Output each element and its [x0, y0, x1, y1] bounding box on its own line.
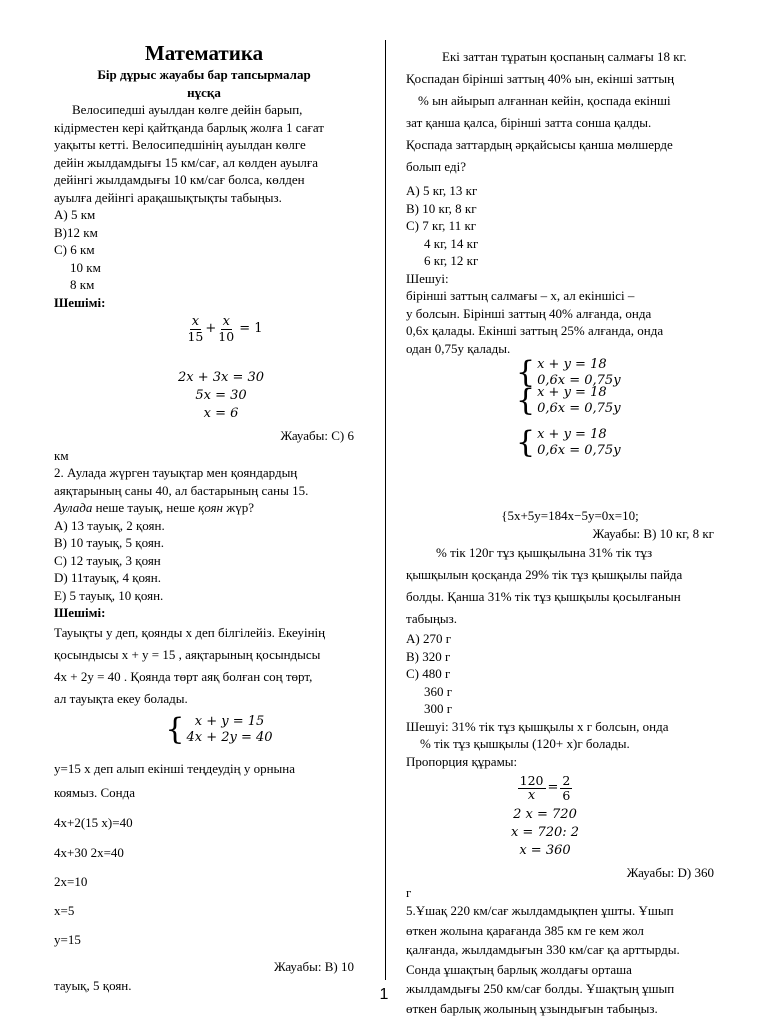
problem-1-text: [54, 101, 354, 206]
left-column: [54, 40, 354, 995]
solution-3-text: бірінші заттың салмағы – x, ал екіншісі – y болсын. Бірінші заттың 40% алғанда, онда 0,6x қалады. Екінші заттың 25% алғанда, онда одан 0,75y қалады.: [406, 288, 664, 356]
text-line: Аулада неше тауық, неше қоян жүр?: [54, 500, 255, 515]
fraction: $\frac{120}{x}$: [519, 772, 544, 803]
equation-proportion-4: $\frac{120}{x}$ = $\frac{2}{6}$: [519, 772, 571, 803]
option-c: C) 7 кг, 11 кг: [406, 218, 477, 233]
equation-steps-1: 2x + 3x = 30 5x = 30 x = 6: [177, 370, 265, 421]
solution-3-final: {5x+5y=184x−5y=0x=10;: [501, 508, 639, 523]
option-b: B) 320 г: [406, 648, 451, 664]
option-e: 8 км: [70, 277, 95, 292]
option-e: 6 кг, 12 кг: [424, 253, 479, 268]
answer-1-cont: км: [54, 447, 69, 463]
subtitle-line-1: Бір дұрыс жауабы бар тапсырмалар: [97, 67, 311, 82]
problem-5-text: 5.Ұшақ 220 км/сағ жылдамдықпен ұшты. Ұшып өткен жолына қарағанда 385 км ге кем жол қалғанда, жылдамдығын 330 км/сағ қа арттырды. Сонда ұшақтың барлық жолдағы орташа жылдамдығы 250 км/сағ болды. Ұшақтың ұшып өткен барлық жолының ұзындығын табыңыз.: [406, 903, 680, 1016]
text-line: уақыты кетті. Велосипедшінің ауылдан көлге: [54, 137, 306, 152]
answer-2: Жауабы: B) 10: [274, 958, 354, 974]
option-c: C) 12 тауық, 3 қоян: [54, 552, 161, 568]
text-line: аяқтарының саны 40, ал бастарының саны 15.: [54, 482, 309, 498]
option-b: B) 10 кг, 8 кг: [406, 200, 477, 216]
problem-3-options: [406, 182, 714, 270]
text-line: 2. Аулада жүрген тауықтар мен қояндардың: [54, 465, 298, 480]
problem-4-options: [406, 630, 714, 718]
text-line: дейін жылдамдығы 15 км/сағ, ал көлден ауылға: [54, 154, 319, 170]
option-a: A) 270 г: [406, 631, 452, 646]
option-c: C) 480 г: [406, 666, 451, 681]
brace-symbol: {: [516, 383, 536, 418]
answer-2-cont: тауық, 5 қоян.: [54, 978, 132, 993]
problem-4-text: % тік 120г тұз қышқылына 31% тік тұз қышқылын қосқанда 29% тік тұз қышқылы пайда болды. Қанша 31% тік тұз қышқылы қосылғанын табыңыз.: [406, 545, 683, 626]
text-line: ауылға дейінгі арақашықтықты табыңыз.: [54, 189, 282, 205]
answer-1: Жауабы: C) 6: [280, 428, 354, 443]
subtitle-line-2: нұсқа: [187, 84, 221, 100]
option-b: B)12 км: [54, 224, 98, 240]
answer-4-cont: г: [406, 884, 412, 900]
equation-steps-4: 2 x = 720 x = 720: 2 x = 360: [510, 807, 580, 858]
solution-3-label: Шешуі:: [406, 270, 449, 286]
solution-1-label: Шешімі:: [54, 294, 106, 310]
right-column: [406, 46, 714, 1018]
fraction: $\frac{2}{6}$: [562, 772, 571, 803]
equation-system-3-repeat-2: { x + y = 18 0,6x = 0,75y: [516, 425, 621, 460]
option-e: E) 5 тауық, 10 қоян.: [54, 587, 164, 603]
page-number: 1: [379, 986, 389, 1003]
page-title: Математика: [144, 41, 264, 65]
option-a: A) 5 кг, 13 кг: [406, 183, 478, 198]
option-e: 300 г: [424, 701, 453, 716]
option-d: 4 кг, 14 кг: [424, 235, 479, 251]
equation-system-3-repeat: { x + y = 18 0,6x = 0,75y: [516, 383, 621, 418]
column-divider: [385, 40, 386, 980]
text-line: кідірместен кері қайтқанда барлық жолға 1 сағат: [54, 119, 324, 135]
brace-symbol: {: [516, 355, 536, 390]
answer-3: Жауабы: B) 10 кг, 8 кг: [592, 525, 714, 541]
solution-4-text: % тік тұз қышқылы (120+ x)г болады.: [420, 736, 630, 751]
answer-4: Жауабы: D) 360: [626, 865, 714, 880]
solution-2-text: Тауықты у деп, қоянды x деп білгілейіз. Екеуінің қосындысы x + y = 15 , аяқтарының қосындысы 4x + 2y = 40 . Қоянда төрт аяқ болған соң төрт, ал тауықта екеу болады.: [54, 624, 326, 706]
equation-system-2: { x + y = 15 4x + 2y = 40: [165, 711, 273, 747]
fraction: $\frac{x}{15}$: [187, 313, 204, 344]
text-line: Велосипедші ауылдан көлге дейін барып,: [72, 102, 303, 117]
problem-2-text: [54, 464, 354, 517]
solution-4-text: Шешуі: 31% тік тұз қышқылы x г болсын, онда: [406, 718, 669, 734]
option-d: 360 г: [424, 683, 453, 699]
solution-2-label: Шешімі:: [54, 605, 106, 620]
option-a: A) 5 км: [54, 207, 96, 222]
option-d: D) 11тауық, 4 қоян.: [54, 570, 161, 585]
option-d: 10 км: [70, 259, 101, 275]
solution-4-text: Пропорция құрамы:: [406, 753, 518, 769]
problem-1-options: [54, 206, 354, 294]
brace-symbol: {: [516, 425, 536, 460]
equation-system-3: { x + y = 18 0,6x = 0,75y: [516, 355, 621, 390]
fraction: $\frac{x}{10}$: [218, 313, 235, 344]
option-a: A) 13 тауық, 2 қоян.: [54, 517, 165, 533]
option-c: C) 6 км: [54, 242, 95, 257]
text-line: дейінгі жылдамдығы 10 км/сағ болса, көлден: [54, 172, 305, 187]
equation-fraction-1: $\frac{x}{15}$ + $\frac{x}{10}$ = 1: [187, 313, 263, 344]
solution-2-steps: y=15 x деп алып екінші теңдеудің у орнына коямыз. Сонда 4x+2(15 x)=40 4x+30 2x=40 2x=10 x=5 y=15: [54, 760, 296, 947]
brace-symbol: {: [165, 711, 185, 747]
problem-2-options: [54, 517, 354, 605]
problem-3-text: Екі заттан тұратын қоспаның салмағы 18 кг. Қоспадан бірінші заттың 40% ын, екінші заттың % ын айырып алғаннан кейін, қоспада екінші зат қанша қалса, бірінші затта сонша қалды. Қоспада заттардың әрқайсысы қанша мөлшерде болып еді?: [406, 49, 687, 174]
option-b: B) 10 тауық, 5 қоян.: [54, 535, 165, 550]
